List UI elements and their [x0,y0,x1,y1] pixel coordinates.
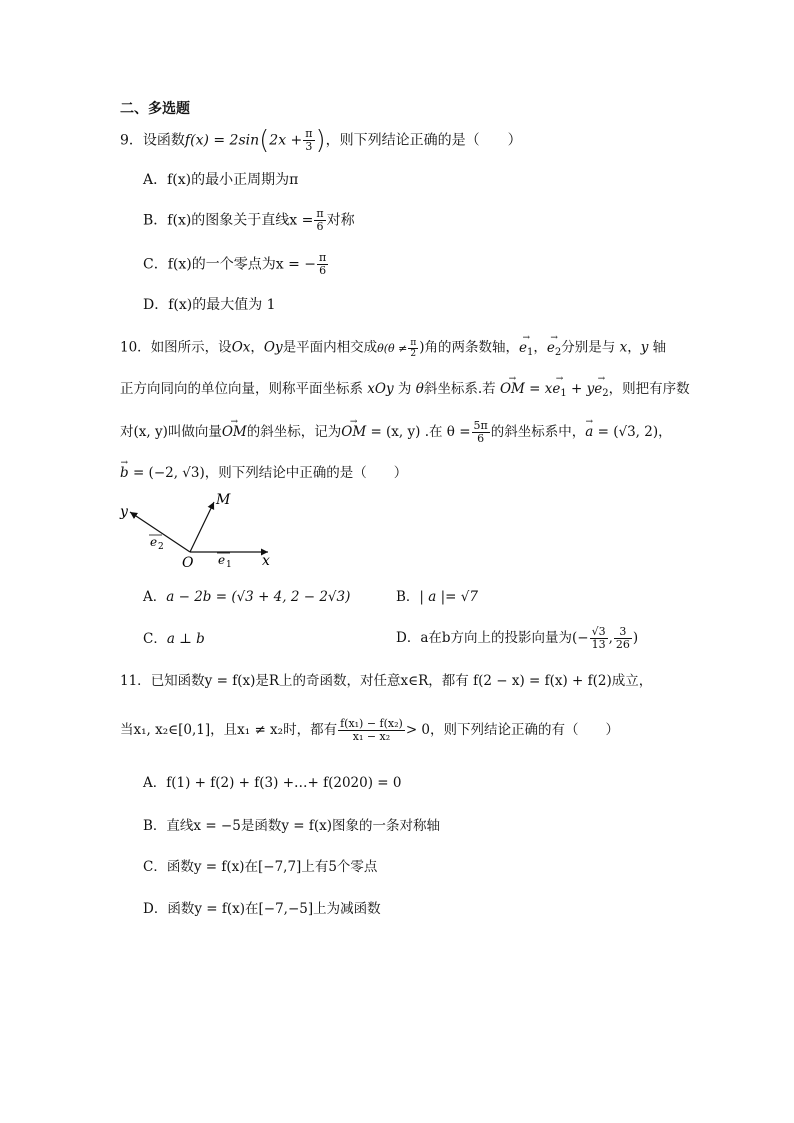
q9-frac-den: 3 [305,140,313,153]
q9-option-b-pre: f(x)的图象关于直线x = [167,212,314,229]
q9-option-a[interactable] [143,171,298,189]
q11-option-b-text: 直线x = −5是函数y = f(x)图象的一条对称轴 [166,818,440,834]
q10-option-d[interactable]: D．a在b方向上的投影向量为(− $\frac{√3}{13}$ , $\frac{3}{26}$ ) [396,625,639,651]
q10-option-d-text: a在b方向上的投影向量为(− [420,630,589,646]
q11-line2-b: > 0，则下列结论正确的有（ ） [405,722,620,738]
q9-func-lhs: f(x) = 2sin [184,132,260,149]
q10-5pi-6 [472,420,490,445]
q11-option-a-label: A． [143,775,167,791]
q10-comma: ， [250,339,264,356]
q10-ox: Ox [231,339,251,356]
q10-line2-e2: e [594,381,603,397]
q10-y: y [640,339,649,356]
q10-theta: θ [415,381,424,397]
q10-line-4 [120,464,407,482]
q10-oy: Oy [263,339,283,356]
q10-number: 10． [120,339,151,356]
q11-line-1 [120,672,652,690]
q10-pi: π [410,338,417,348]
q10-line2-e2-sub: 2 [602,388,609,399]
q9-inner: 2x + [269,132,303,149]
q10-option-b-text: | a |= √7 [419,589,478,605]
q9-stem-prefix: 设函数 [142,132,185,149]
q10-pi-over-2 [408,338,418,359]
q9-option-b-frac [314,208,325,233]
fig-label-y: y [120,504,128,520]
q11-option-c[interactable] [143,858,377,876]
q10-option-d-d1: 13 [591,638,606,651]
q10-figure [112,490,282,570]
q10-e1: e [519,339,528,356]
q10-line2-f: ，则把有序数 [608,381,690,397]
q10-option-d-frac1 [590,626,608,651]
q10-option-d-frac2 [614,626,632,651]
q10-line-2 [120,380,690,403]
q10-line3-d: 的斜坐标系中， [490,424,586,440]
q9-stem [120,125,522,156]
q10-option-b[interactable] [396,588,478,606]
q11-line2-a: 当x₁, x₂∈[0,1]，且x₁ ≠ x₂时，都有 [120,722,338,738]
q11-number: 11． [120,673,151,689]
q10-om: OM [499,381,525,397]
fig-label-e2-sub: 2 [158,542,164,552]
fig-label-m: M [216,492,231,508]
q9-option-b[interactable] [143,208,355,233]
q10-option-c[interactable] [143,630,205,648]
om-vector [190,502,214,552]
q10-e2-sub: 2 [554,346,562,358]
q10-x: x [619,339,628,356]
q10-line3-om1: OM [221,424,247,440]
q10-b-vec: b [120,465,129,481]
q9-option-c-label: C． [143,256,168,273]
q10-line2-e: + y [571,381,595,397]
q10-option-b-label: B． [396,589,420,605]
q10-option-c-text: a ⊥ b [166,631,205,647]
q9-option-c-pre: f(x)的一个零点为x = − [167,256,316,273]
q10-line2-d: = x [529,381,553,397]
q10-option-d-d2: 26 [615,638,630,651]
q11-option-d[interactable] [143,900,381,918]
q9-frac [303,128,314,153]
q10-option-d-n1: √3 [591,625,606,638]
q10-line2-a: 正方向同向的单位向量，则称平面坐标系 [120,381,363,397]
q9-number: 9． [120,132,143,149]
q9-paren-close: ) [315,125,326,156]
q10-option-a[interactable] [143,588,350,606]
q11-option-d-label: D． [143,901,168,917]
q10-option-a-label: A． [143,589,167,605]
q10-line3-e: = (√3, 2)， [597,424,672,440]
q10-line1-c: )角的两条数轴， [419,339,520,356]
q11-option-a[interactable] [143,774,401,792]
q10-line1-b: 是平面内相交成 [282,339,378,356]
q10-six: 6 [477,432,485,445]
q9-option-c[interactable] [143,252,329,277]
q11-option-c-label: C． [143,859,167,875]
q10-option-d-label: D． [396,630,421,646]
q11-frac-den: x₁ − x₂ [352,730,391,743]
fig-label-e1-sub: 1 [226,560,232,570]
q10-line1-d: 分别是与 [561,339,616,356]
q10-xoy: xOy [367,381,394,397]
q10-line3-c: = (x, y) .在 θ = [370,424,471,440]
q9-option-b-num: π [316,207,324,220]
q10-option-a-text: a − 2b = (√3 + 4, 2 − 2√3) [166,589,351,605]
q11-line-2 [120,718,619,743]
q11-option-a-text: f(1) + f(2) + f(3) +…+ f(2020) = 0 [166,775,402,791]
q9-option-b-post: 对称 [326,212,355,229]
q10-theta-cond: θ(θ ≠ [377,341,408,355]
q10-line1-a: 如图所示，设 [150,339,232,356]
q10-option-c-label: C． [143,631,167,647]
fig-label-e2: e [150,535,158,549]
fig-label-x: x [262,553,270,569]
q9-option-c-frac [317,252,328,277]
q9-stem-suffix: ，则下列结论正确的是（ ） [325,132,522,149]
q10-a-vec: a [585,424,594,440]
q9-option-b-den: 6 [316,220,324,233]
q11-option-c-text: 函数y = f(x)在[−7,7]上有5个零点 [166,859,378,875]
q9-option-d-label: D． [143,297,169,313]
q10-e1-sub: 1 [527,346,534,358]
q10-line-1: 10．如图所示，设Ox，Oy是平面内相交成θ(θ ≠ $\frac{\pi}{2}$ )角的两条数轴，→ $e_1$，→ $e_2$分别是与 x，y 轴 [120,338,666,362]
q10-e2: e [546,339,555,356]
q9-option-d[interactable] [143,296,276,314]
fig-label-e1: e [218,553,226,567]
section-title: 二、多选题 [120,101,190,117]
q10-option-d-end: ) [632,630,639,646]
q11-option-b[interactable] [143,817,440,835]
q9-option-a-text: f(x)的最小正周期为π [167,172,299,188]
q10-line2-e1: e [552,381,561,397]
q9-option-c-den: 6 [319,264,327,277]
q9-option-a-label: A． [143,172,168,188]
q10-line2-b: 为 [397,381,412,397]
q10-line4-a: = (−2, √3)，则下列结论中正确的是（ ） [132,465,408,481]
q11-option-d-text: 函数y = f(x)在[−7,−5]上为减函数 [167,901,381,917]
q10-two: 2 [410,349,417,359]
q10-line3-a: 对(x, y)叫做向量 [120,424,222,440]
q11-frac [338,718,405,743]
q10-line-3 [120,420,672,445]
q11-line1: 已知函数y = f(x)是R上的奇函数，对任意x∈R，都有 f(2 − x) = f(x) + f(2)成立， [150,673,653,689]
q10-line2-e1-sub: 1 [560,388,567,399]
q10-line1-e: 轴 [652,339,667,356]
q10-line2-c: 斜坐标系.若 [423,381,496,397]
q11-frac-num: f(x₁) − f(x₂) [340,717,403,730]
q9-frac-num: π [305,127,313,140]
q9-paren-open: ( [259,125,270,156]
q10-5pi: 5π [473,419,488,432]
fig-label-o: O [182,555,194,570]
q9-option-b-label: B． [143,212,168,229]
q10-line3-b: 的斜坐标，记为 [246,424,342,440]
q10-option-d-n2: 3 [614,626,632,639]
q11-option-b-label: B． [143,818,167,834]
q9-option-d-text: f(x)的最大值为 1 [168,297,276,313]
q9-option-c-num: π [318,251,327,264]
q10-line3-om2: OM [341,424,367,440]
